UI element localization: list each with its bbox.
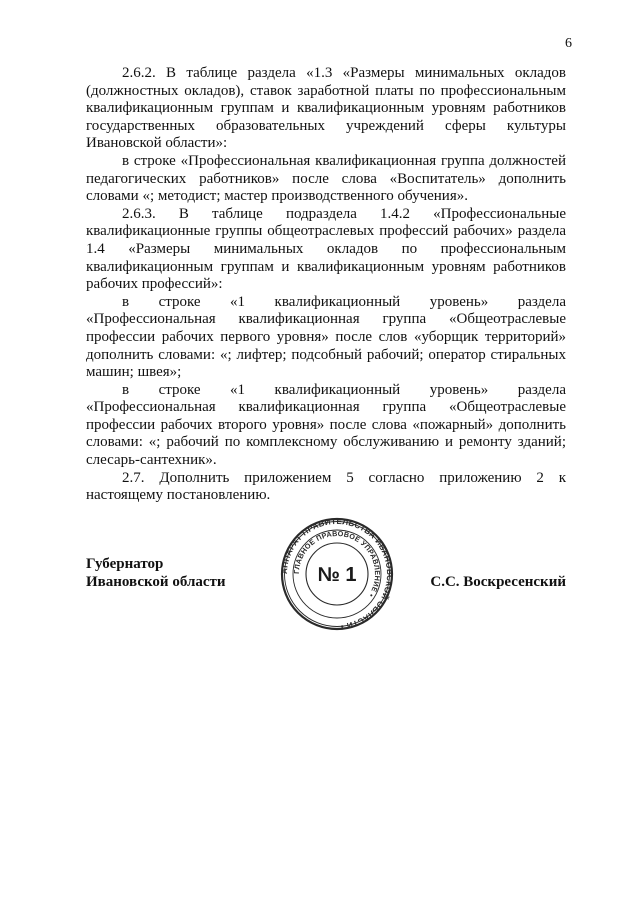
paragraph-2-6-2: 2.6.2. В таблице раздела «1.3 «Размеры минимальных окладов (должностных окладов), ставок заработной платы по профессиональным квалификационным группам и квалификационным уровням работников государственных образовательных учреждений сферы культуры Ивановской области»: xyxy=(86,65,566,152)
official-stamp xyxy=(280,517,394,631)
signatory-title-line1: Губернатор xyxy=(86,556,164,572)
signatory-name: С.С. Воскресенский xyxy=(430,573,566,590)
stamp-inner-textpath: ГЛАВНОЕ ПРАВОВОЕ УПРАВЛЕНИЕ • xyxy=(291,528,383,600)
signatory-title-line2: Ивановской области xyxy=(86,573,226,590)
stamp-outer-textpath: АППАРАТ ПРАВИТЕЛЬСТВА ИВАНОВСКОЙ ОБЛАСТИ • xyxy=(280,517,394,631)
page-number: 6 xyxy=(565,36,572,51)
stamp-number: № 1 xyxy=(317,564,357,586)
paragraph-second-level: в строке «1 квалификационный уровень» раздела «Профессиональная квалификационная группа «Общеотраслевые профессии рабочих второго уровня» после слова «пожарный» дополнить словами: «; рабочий по комплексному обслуживанию и ремонту зданий; слесарь-сантехник». xyxy=(86,381,566,469)
signatory-title xyxy=(86,556,226,591)
paragraph-methodist: в строке «Профессиональная квалификационная группа должностей педагогических работников» после слова «Воспитатель» дополнить словами «; методист; мастер производственного обучения». xyxy=(86,152,566,205)
document-body xyxy=(86,65,566,505)
paragraph-2-7: 2.7. Дополнить приложением 5 согласно приложению 2 к настоящему постановлению. xyxy=(86,469,566,504)
paragraph-first-level: в строке «1 квалификационный уровень» раздела «Профессиональная квалификационная группа «Общеотраслевые профессии рабочих первого уровня» после слов «уборщик территорий» дополнить словами: «; лифтер; подсобный рабочий; оператор стиральных машин; швея»; xyxy=(86,293,566,381)
paragraph-2-6-3: 2.6.3. В таблице подраздела 1.4.2 «Профессиональные квалификационные группы общеотраслевых профессий рабочих» раздела 1.4 «Размеры минимальных окладов по профессиональным квалификационным группам и квалификационным уровням работников рабочих профессий»: xyxy=(86,205,566,293)
